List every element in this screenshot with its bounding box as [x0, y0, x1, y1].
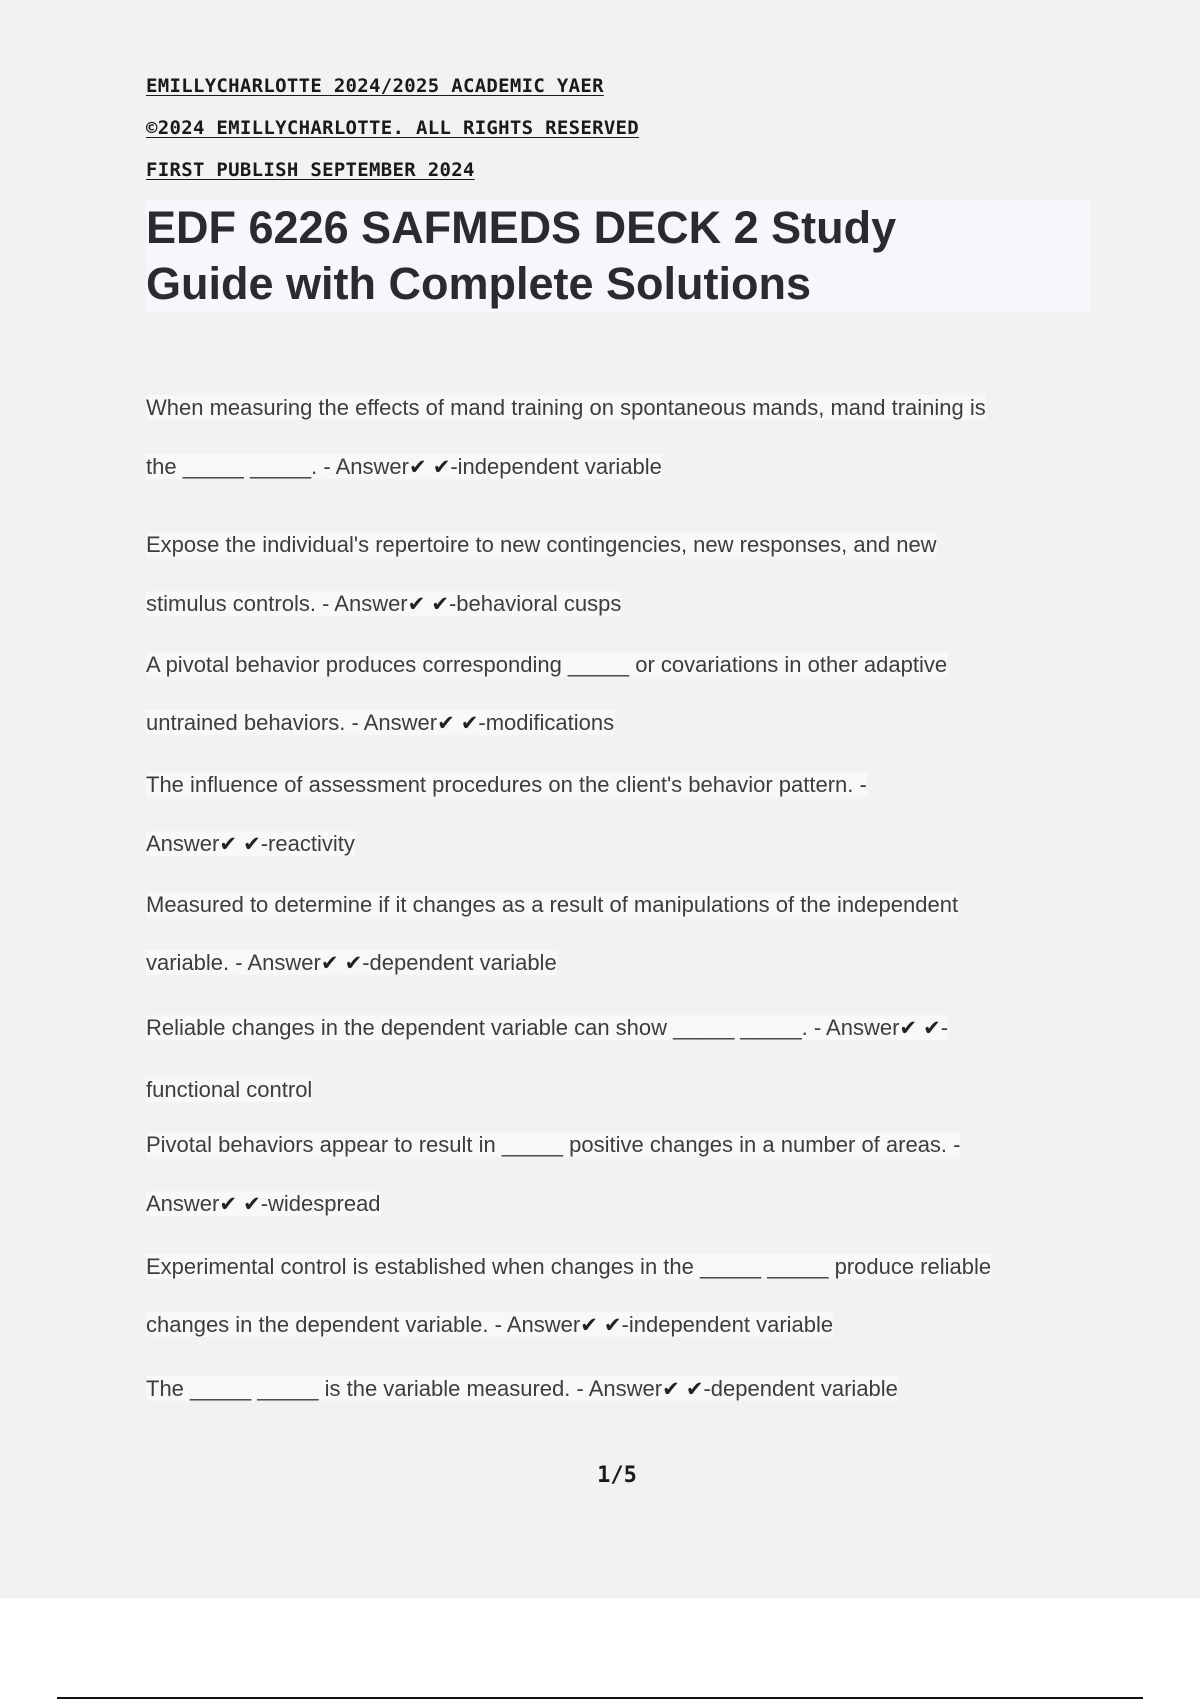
question-4-text: The influence of assessment procedures on the client's behavior pattern. - [146, 772, 867, 797]
question-3-text: A pivotal behavior produces corresponding _____ or covariations in other adaptive [146, 652, 948, 677]
question-1-text-cont: the _____ _____. - Answer [146, 454, 409, 479]
question-5-line-2 [146, 948, 557, 978]
check-icon: ✔ [219, 832, 237, 856]
question-3-line-1 [146, 650, 947, 680]
question-4-text-cont: Answer [146, 831, 220, 856]
question-6-text: Reliable changes in the dependent variable can show _____ _____. - Answer [146, 1015, 900, 1040]
check-icon: ✔ [243, 1192, 261, 1216]
question-1-line-2 [146, 452, 662, 482]
question-5-line-1 [146, 890, 958, 920]
question-8-text-cont: changes in the dependent variable. - Answer [146, 1312, 581, 1337]
header-copyright: ©2024 EMILLYCHARLOTTE. ALL RIGHTS RESERVED [146, 117, 640, 139]
question-5-text: Measured to determine if it changes as a result of manipulations of the independent [146, 892, 959, 917]
answer-7: -widespread [260, 1191, 381, 1216]
question-3-line-2 [146, 708, 614, 738]
question-6-line-1 [146, 1013, 948, 1043]
document-title-line-1: EDF 6226 SAFMEDS DECK 2 Study [146, 202, 897, 253]
answer-6: functional control [146, 1077, 313, 1102]
question-6-line-end: - [940, 1015, 949, 1040]
question-7-text-cont: Answer [146, 1191, 220, 1216]
question-9-line-1 [146, 1374, 898, 1404]
question-4-line-1 [146, 770, 867, 800]
check-icon: ✔ [460, 711, 479, 735]
check-icon: ✔ [685, 1377, 704, 1401]
question-6-line-2 [146, 1075, 312, 1105]
question-3-text-cont: untrained behaviors. - Answer [146, 710, 438, 735]
question-8-text: Experimental control is established when changes in the _____ _____ produce reliable [146, 1254, 992, 1279]
document-title-line-2: Guide with Complete Solutions [146, 258, 812, 309]
question-2-line-2 [146, 589, 621, 619]
question-4-line-2 [146, 829, 355, 859]
question-7-line-2 [146, 1189, 381, 1219]
page-number: 1/5 [597, 1463, 637, 1488]
check-icon: ✔ [662, 1377, 680, 1401]
question-1-text: When measuring the effects of mand training on spontaneous mands, mand training is [146, 395, 986, 420]
check-icon: ✔ [432, 455, 451, 479]
answer-5: -dependent variable [362, 950, 557, 975]
document-title [146, 200, 1006, 312]
check-icon: ✔ [923, 1016, 941, 1040]
header-academic-year: EMILLYCHARLOTTE 2024/2025 ACADEMIC YAER [146, 75, 604, 97]
check-icon: ✔ [344, 951, 363, 975]
check-icon: ✔ [407, 592, 426, 616]
footer-divider [57, 1697, 1143, 1699]
check-icon: ✔ [603, 1313, 622, 1337]
check-icon: ✔ [431, 592, 449, 616]
check-icon: ✔ [243, 832, 261, 856]
question-9-text: The _____ _____ is the variable measured. - Answer [146, 1376, 663, 1401]
question-1-line-1 [146, 393, 986, 423]
answer-8: -independent variable [621, 1312, 834, 1337]
answer-9: -dependent variable [703, 1376, 898, 1401]
question-2-line-1 [146, 530, 937, 560]
check-icon: ✔ [899, 1016, 918, 1040]
answer-1: -independent variable [450, 454, 662, 479]
check-icon: ✔ [320, 951, 339, 975]
question-8-line-2 [146, 1310, 833, 1340]
question-8-line-1 [146, 1252, 991, 1282]
check-icon: ✔ [408, 455, 427, 479]
header-publish-date: FIRST PUBLISH SEPTEMBER 2024 [146, 159, 475, 181]
question-2-text: Expose the individual's repertoire to new contingencies, new responses, and new [146, 532, 937, 557]
answer-3: -modifications [478, 710, 615, 735]
answer-2: -behavioral cusps [448, 591, 622, 616]
check-icon: ✔ [437, 711, 455, 735]
check-icon: ✔ [219, 1192, 237, 1216]
question-7-text: Pivotal behaviors appear to result in _____ positive changes in a number of areas. - [146, 1132, 961, 1157]
question-5-text-cont: variable. - Answer [146, 950, 321, 975]
question-2-text-cont: stimulus controls. - Answer [146, 591, 408, 616]
check-icon: ✔ [580, 1313, 598, 1337]
question-7-line-1 [146, 1130, 960, 1160]
answer-4: -reactivity [260, 831, 355, 856]
